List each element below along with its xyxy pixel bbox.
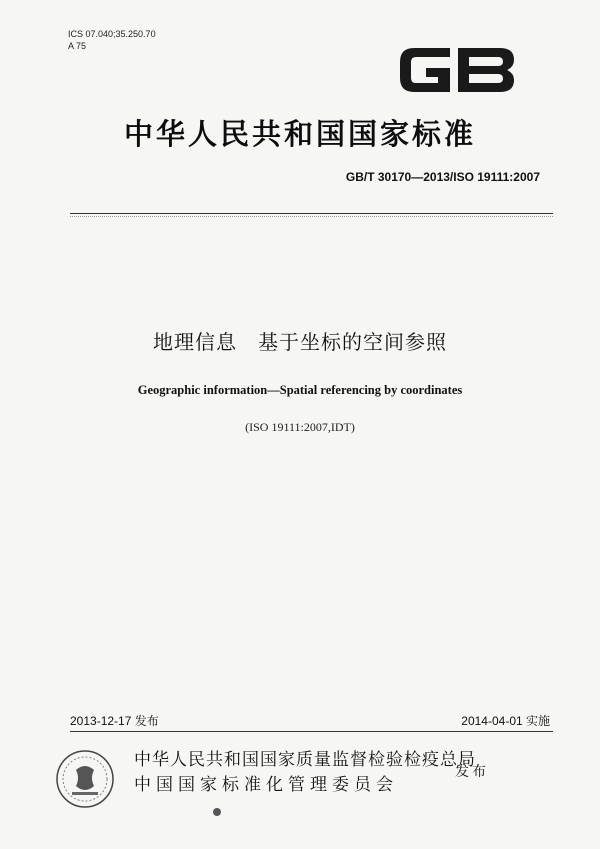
effective-date: 2014-04-01 实施 (461, 714, 550, 728)
seal-stamp-icon (54, 748, 116, 810)
issuer-sac: 中国国家标准化管理委员会 (134, 775, 398, 795)
ccs-code: A 75 (68, 41, 87, 51)
ics-code: ICS 07.040;35.250.70 (68, 29, 156, 39)
document-title-chinese: 地理信息 基于坐标的空间参照 (153, 330, 447, 354)
publication-date: 2013-12-17 发布 (70, 714, 159, 728)
issuer-aqsiq: 中华人民共和国国家质量监督检验检疫总局 (134, 750, 476, 770)
top-divider (70, 213, 553, 214)
national-standard-title: 中华人民共和国国家标准 (123, 117, 476, 151)
standard-number: GB/T 30170—2013/ISO 19111:2007 (345, 170, 540, 184)
gb-logo-icon (394, 40, 520, 100)
document-title-english: Geographic information—Spatial referencing by coordinates (137, 383, 463, 397)
issued-label: 发布 (455, 764, 489, 780)
bottom-divider (70, 731, 553, 732)
top-divider-dotted (70, 216, 553, 217)
iso-equivalence: (ISO 19111:2007,IDT) (245, 420, 355, 434)
classification-codes (68, 28, 156, 52)
print-mark (213, 808, 221, 816)
